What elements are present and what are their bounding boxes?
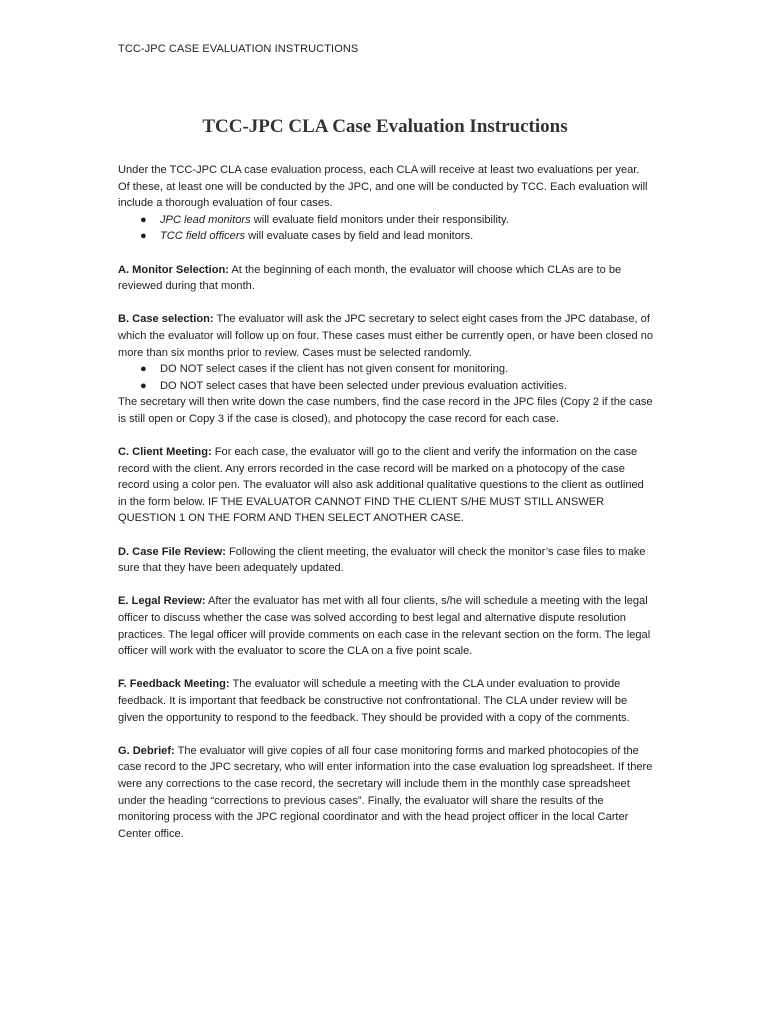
section-heading: E. Legal Review: (118, 595, 206, 608)
list-item-text: DO NOT select cases that have been selected under previous evaluation activities. (160, 379, 567, 392)
section-text: The evaluator will schedule a meeting with the CLA under evaluation to provide feedback. It is important that feedback be constructive not confrontational. The CLA under review will be given the opportunity to respond to the feedback. They should be provided with a copy of the comments. (118, 678, 630, 724)
section-heading: B. Case selection: (118, 313, 214, 326)
section-text: The evaluator will ask the JPC secretary to select eight cases from the JPC database, of which the evaluator will follow up on four. These cases must either be currently open, or have been closed no more than six months prior to review. Cases must be selected randomly. (118, 313, 654, 359)
intro-paragraph: Under the TCC-JPC CLA case evaluation process, each CLA will receive at least two evaluations per year. Of these, at least one will be conducted by the JPC, and one will be conducted by TCC. Each evaluation will include a thorough evaluation of four cases. (118, 164, 648, 210)
list-item-text: DO NOT select cases if the client has not given consent for monitoring. (160, 363, 509, 376)
emphasis-text: TCC field officers (160, 230, 246, 243)
bullet-icon: ● (140, 363, 147, 376)
bullet-icon: ● (140, 213, 147, 226)
list-item-text: will evaluate field monitors under their responsibility. (250, 213, 509, 226)
section-text: Following the client meeting, the evaluator will check the monitor’s case files to make sure that they have been adequately updated. (118, 545, 646, 575)
section-heading: A. Monitor Selection: (118, 263, 229, 276)
section-heading: G. Debrief: (118, 744, 175, 757)
section-text: At the beginning of each month, the evaluator will choose which CLAs are to be reviewed during that month. (118, 263, 622, 293)
case-selection-bullet-list (118, 361, 654, 394)
section-heading: D. Case File Review: (118, 545, 226, 558)
running-header: TCC-JPC CASE EVALUATION INSTRUCTIONS (118, 43, 359, 55)
section-text: The evaluator will give copies of all four case monitoring forms and marked photocopies of the case record to the JPC secretary, who will enter information into the case evaluation log spreadsheet. If there were any corrections to the case record, the secretary will include them in the monthly case spreadsheet under the heading “corrections to previous cases”. Finally, the evaluator will share the results of the monitoring process with the JPC regional coordinator and with the head project officer in the local Carter Center office. (118, 744, 653, 840)
list-item-text: will evaluate cases by field and lead monitors. (245, 230, 474, 243)
section-case-selection (118, 311, 654, 361)
section-monitor-selection (118, 262, 654, 295)
section-debrief (118, 743, 654, 843)
case-selection-followup: The secretary will then write down the case numbers, find the case record in the JPC files (Copy 2 if the case is still open or Copy 3 if the case is closed), and photocopy the case record for each case. (118, 396, 653, 425)
bullet-icon: ● (140, 230, 147, 243)
section-client-meeting (118, 444, 654, 527)
list-item (118, 228, 654, 245)
list-item (118, 361, 654, 378)
list-item (118, 378, 654, 395)
section-heading: F. Feedback Meeting: (118, 678, 230, 691)
intro-bullet-list (118, 212, 654, 245)
document-body (118, 162, 654, 842)
section-heading: C. Client Meeting: (118, 446, 212, 459)
section-text: After the evaluator has met with all four clients, s/he will schedule a meeting with the legal officer to discuss whether the case was solved according to best legal and alternative dispute resolution practices. The legal officer will provide comments on each case in the relevant section on the form. The legal officer will work with the evaluator to score the CLA on a five point scale. (118, 595, 651, 658)
document-title: TCC-JPC CLA Case Evaluation Instructions (202, 116, 568, 137)
list-item (118, 212, 654, 229)
section-legal-review (118, 593, 654, 659)
emphasis-text: JPC lead monitors (160, 213, 251, 226)
section-feedback-meeting (118, 676, 654, 726)
bullet-icon: ● (140, 379, 147, 392)
section-case-file-review (118, 544, 654, 577)
section-text: For each case, the evaluator will go to the client and verify the information on the case record with the client. Any errors recorded in the case record will be marked on a photocopy of the case record using a color pen. The evaluator will also ask additional qualitative questions to the client as outlined in the form below. IF THE EVALUATOR CANNOT FIND THE CLIENT S/HE MUST STILL ANSWER QUESTION 1 ON THE FORM AND THEN SELECT ANOTHER CASE. (118, 446, 644, 525)
